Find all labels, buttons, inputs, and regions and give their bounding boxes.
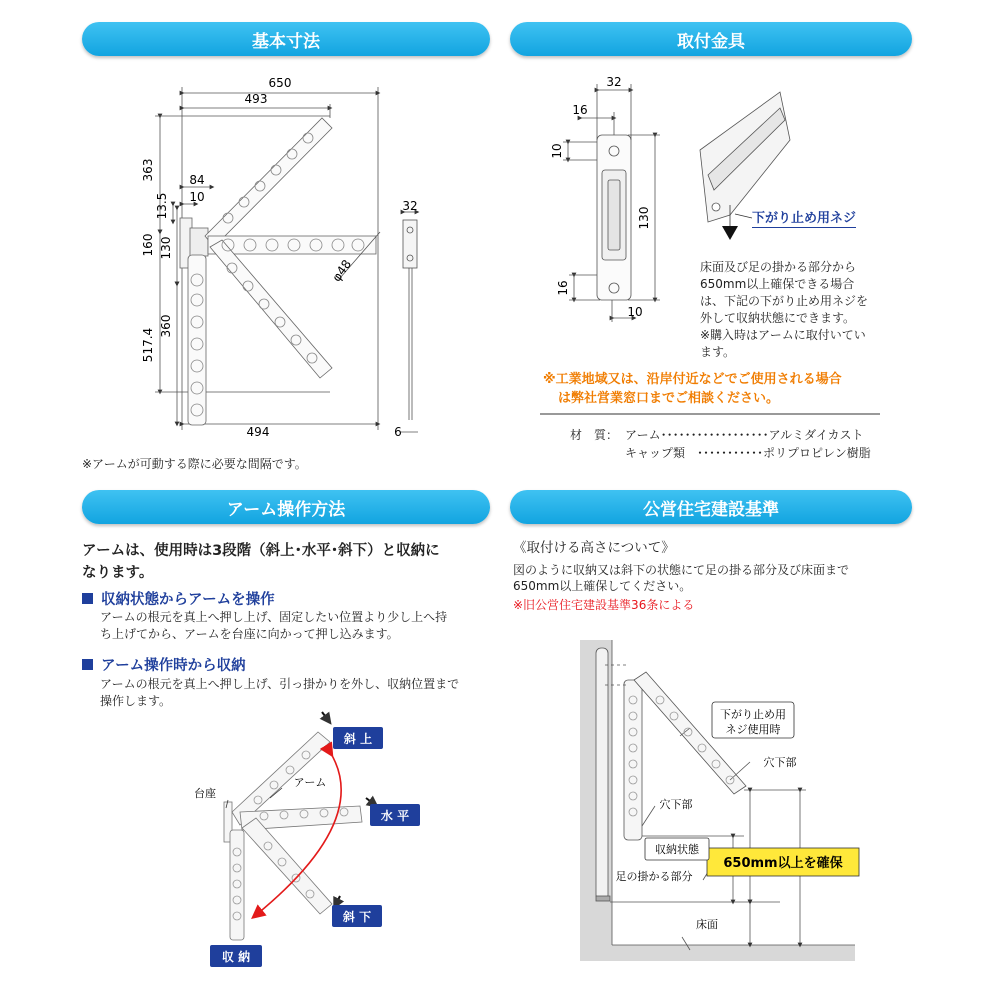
material-cap: キャップ類 ･･･････････ポリプロピレン樹脂: [625, 446, 871, 460]
operation-p2-2: 操作します。: [100, 694, 172, 708]
bracket-warning-1: ※工業地域又は、沿岸付近などでご使用される場合: [543, 372, 842, 387]
heading-square-icon: [82, 593, 93, 604]
bracket-desc-3: は、下記の下がり止め用ネジを: [700, 294, 869, 308]
bracket-desc-6: ます。: [700, 345, 736, 359]
dim-10: 10: [189, 190, 205, 204]
arm-dimension-drawing: [155, 87, 378, 430]
bracket-front-view: [563, 84, 660, 322]
screw-label: 下がり止め用ネジ: [752, 211, 857, 226]
bracket-desc-1: 床面及び足の掛かる部分から: [700, 260, 857, 274]
operation-heading-2: アーム操作時から収納: [82, 654, 246, 675]
dim-6: 6: [394, 425, 402, 439]
dim-32-side: 32: [402, 199, 418, 213]
operation-p1-2: ち上げてから、アームを台座に向かって押し込みます。: [100, 627, 399, 641]
bracket-desc-2: 650mm以上確保できる場合: [700, 277, 855, 291]
material-arm: アーム･･････････････････アルミダイカスト: [625, 428, 864, 442]
dim-493: 493: [244, 92, 268, 106]
operation-p1-1: アームの根元を真上へ押し上げ、固定したい位置より少し上へ持: [100, 610, 448, 624]
std-floor: 床面: [696, 918, 718, 931]
label-base: 台座: [194, 787, 216, 800]
bracket-dim-10b: 10: [627, 305, 643, 319]
section-title-dimensions: 基本寸法: [82, 22, 490, 56]
wall-floor-drawing: [580, 640, 855, 961]
std-screw-line1: 下がり止め用: [720, 708, 786, 721]
bracket-dim-32: 32: [606, 75, 622, 89]
dim-phi48: φ48: [329, 257, 355, 285]
bracket-dim-130: 130: [637, 206, 651, 230]
dim-494: 494: [246, 425, 270, 439]
std-hole-2: 穴下部: [659, 798, 693, 811]
dim-363: 363: [141, 158, 155, 182]
std-stored: 収納状態: [655, 843, 699, 856]
standard-desc-1: 図のように収納又は斜下の状態にて足の掛る部分及び床面まで: [513, 563, 850, 577]
operation-lead-1: アームは、使用時は3段階（斜上･水平･斜下）と収納に: [82, 543, 440, 559]
operation-p2-1: アームの根元を真上へ押し上げ、引っ掛かりを外し、収納位置まで: [100, 677, 460, 691]
dim-84: 84: [189, 173, 205, 187]
bracket-dim-10a: 10: [550, 143, 564, 159]
label-stored: 収 納: [221, 950, 251, 964]
label-arm: アーム: [293, 776, 327, 789]
label-horizontal: 水 平: [380, 809, 410, 823]
std-foothold: 足の掛かる部分: [615, 870, 693, 883]
dim-650: 650: [268, 76, 292, 90]
dim-13-5: 13.5: [155, 192, 169, 220]
dim-130: 130: [159, 236, 173, 260]
bracket-dim-16b: 16: [556, 280, 570, 296]
label-up: 斜 上: [343, 732, 373, 746]
dim-360: 360: [159, 314, 173, 338]
std-screw-line2: ネジ使用時: [725, 723, 781, 736]
dim-517-4: 517.4: [141, 327, 155, 363]
standard-ref: ※旧公営住宅建設基準36条による: [513, 598, 695, 612]
section-title-standard: 公営住宅建設基準: [510, 490, 912, 524]
operation-lead-2: なります。: [82, 565, 154, 581]
std-hole-1: 穴下部: [763, 756, 797, 769]
bracket-dim-16a: 16: [572, 103, 588, 117]
section-title-operation: アーム操作方法: [82, 490, 490, 524]
bracket-desc-4: 外して収納状態にできます。: [700, 311, 856, 325]
dim-160: 160: [141, 233, 155, 257]
bracket-warning-2: は弊社営業窓口までご相談ください。: [558, 391, 780, 406]
section-title-bracket: 取付金具: [510, 22, 912, 56]
bracket-desc-5: ※購入時はアームに取付いてい: [700, 328, 866, 342]
label-down: 斜 下: [342, 910, 372, 924]
standard-heading: 《取付ける高さについて》: [513, 540, 675, 556]
operation-heading-1: 収納状態からアームを操作: [82, 588, 275, 609]
dimensions-note: ※アームが可動する際に必要な間隔です。: [82, 457, 307, 471]
standard-desc-2: 650mm以上確保してください。: [513, 579, 692, 593]
std-secure: 650mm以上を確保: [723, 856, 843, 871]
material-label: 材 質：: [570, 428, 619, 442]
heading-square-icon: [82, 659, 93, 670]
